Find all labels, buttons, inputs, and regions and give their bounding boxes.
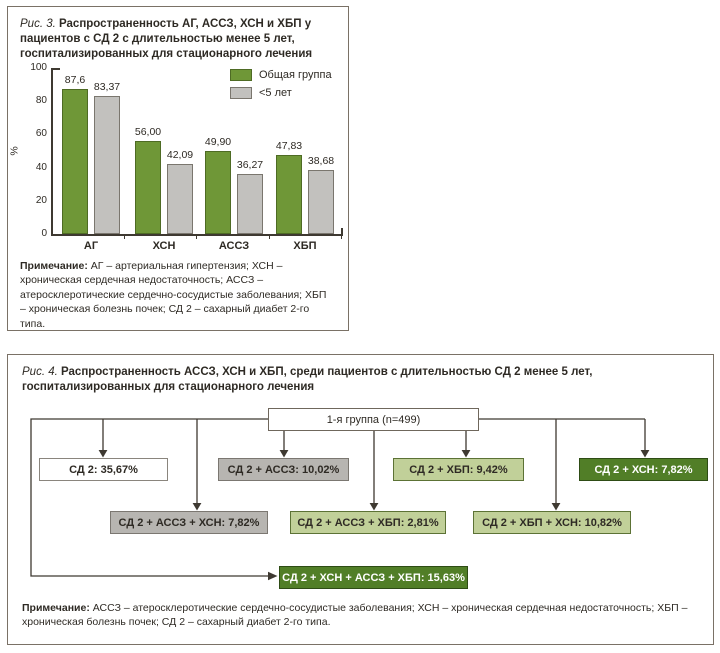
figure4-note xyxy=(22,601,700,630)
legend-entry-under-5-years xyxy=(230,87,332,99)
note-label: Примечание: xyxy=(20,260,88,272)
flow-node-sd2-hsn-assz-hbp: СД 2 + ХСН + АССЗ + ХБП: 15,63% xyxy=(279,566,468,589)
figure3-note xyxy=(20,259,328,331)
y-axis xyxy=(51,68,53,236)
figure3-title-text: Распространенность АГ, АССЗ, ХСН и ХБП у пациентов с СД 2 с длительностью менее 5 лет, госпитализированных для стационарного лечения xyxy=(20,18,313,61)
figure3-panel xyxy=(7,6,349,331)
x-category-label: АССЗ xyxy=(218,240,250,252)
bar-АГ-lt5 xyxy=(94,96,120,234)
x-boundary-tick xyxy=(196,234,197,239)
flow-node-group1: 1-я группа (n=499) xyxy=(268,408,479,431)
flow-node-sd2-assz: СД 2 + АССЗ: 10,02% xyxy=(218,458,349,481)
figure4-label: Рис. 4. xyxy=(22,366,58,378)
y-tick-label: 20 xyxy=(35,194,47,206)
x-boundary-tick xyxy=(124,234,125,239)
x-category-label: ХСН xyxy=(152,240,176,252)
flowchart-connectors xyxy=(8,355,712,643)
bar-value-label: 83,37 xyxy=(93,81,121,93)
legend-entry-total-group xyxy=(230,69,332,81)
flow-node-sd2-hbp: СД 2 + ХБП: 9,42% xyxy=(393,458,524,481)
legend-label: Общая группа xyxy=(259,69,332,81)
flow-node-sd2-hbp-hsn: СД 2 + ХБП + ХСН: 10,82% xyxy=(473,511,631,534)
bar-chart xyxy=(8,7,350,257)
note-text: АГ – артериальная гипертензия; ХСН – хроническая сердечная недостаточность; АССЗ – атеросклеротические сердечно-сосудистые заболевания; ХБП – хроническая болезнь почек; СД 2 – сахарный диабет 2-го типа. xyxy=(20,260,327,330)
figure4-panel xyxy=(7,354,714,645)
bar-value-label: 38,68 xyxy=(307,155,335,167)
bar-value-label: 47,83 xyxy=(275,140,303,152)
bar-value-label: 42,09 xyxy=(166,149,194,161)
figure4-title-text: Распространенность АССЗ, ХСН и ХБП, среди пациентов с длительностью СД 2 менее 5 лет, госпитализированных для стационарного лечения xyxy=(22,366,593,394)
y-tick-label: 80 xyxy=(35,95,47,107)
x-boundary-tick xyxy=(341,234,342,239)
bar-ХБП-lt5 xyxy=(308,170,334,234)
x-boundary-tick xyxy=(269,234,270,239)
flow-node-sd2-assz-hsn: СД 2 + АССЗ + ХСН: 7,82% xyxy=(110,511,268,534)
y-tick-label: 0 xyxy=(41,228,47,239)
bar-value-label: 36,27 xyxy=(236,159,264,171)
bar-value-label: 87,6 xyxy=(64,74,86,86)
chart-legend xyxy=(230,69,332,105)
legend-swatch-green xyxy=(230,69,252,81)
bar-value-label: 49,90 xyxy=(204,136,232,148)
legend-swatch-gray xyxy=(230,87,252,99)
flow-node-sd2-hsn: СД 2 + ХСН: 7,82% xyxy=(579,458,708,481)
note-text: АССЗ – атеросклеротические сердечно-сосудистые заболевания; ХСН – хроническая сердечная недостаточность; ХБП – хроническая болезнь почек; СД 2 – сахарный диабет 2-го типа. xyxy=(22,602,688,629)
bar-ХСН-lt5 xyxy=(167,164,193,234)
y-axis-title: % xyxy=(8,146,21,156)
figure3-label: Рис. 3. xyxy=(20,18,56,30)
y-axis-top-tick xyxy=(51,68,60,70)
bar-value-label: 56,00 xyxy=(134,126,162,138)
y-tick-label: 60 xyxy=(35,128,47,140)
y-tick-label: 40 xyxy=(35,161,47,173)
legend-label: <5 лет xyxy=(259,87,292,99)
y-tick-label: 100 xyxy=(30,62,47,73)
bar-АССЗ-lt5 xyxy=(237,174,263,234)
x-category-label: ХБП xyxy=(293,240,317,252)
note-label: Примечание: xyxy=(22,602,90,614)
flow-node-sd2: СД 2: 35,67% xyxy=(39,458,168,481)
flow-node-sd2-assz-hbp: СД 2 + АССЗ + ХБП: 2,81% xyxy=(290,511,446,534)
bar-АГ-total xyxy=(62,89,88,234)
x-category-label: АГ xyxy=(83,240,99,252)
